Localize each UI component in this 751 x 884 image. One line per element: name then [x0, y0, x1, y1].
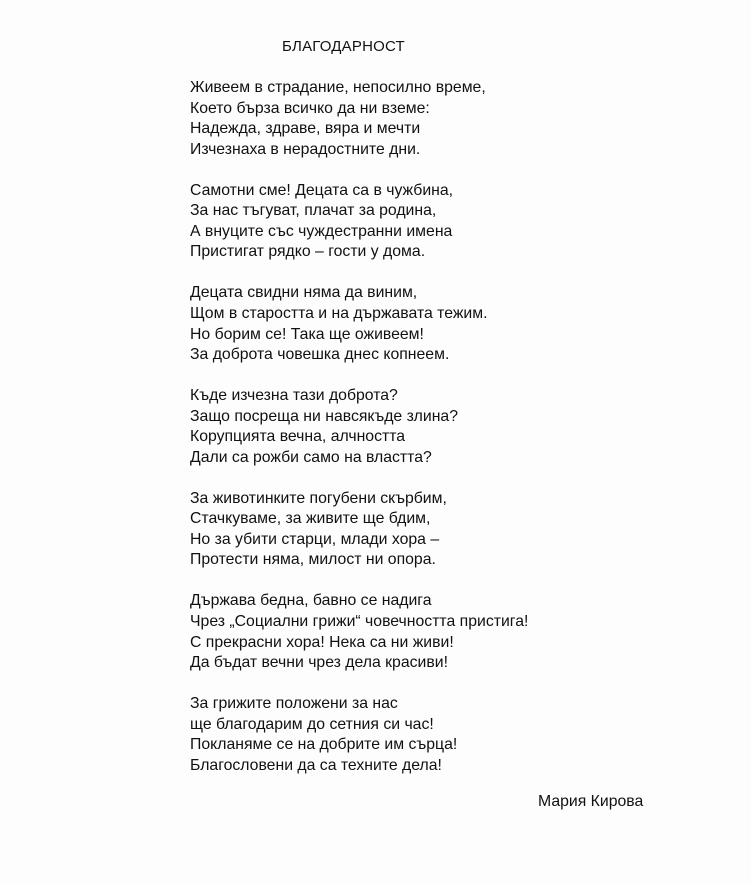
- poem-line: Което бърза всичко да ни вземе:: [190, 99, 430, 117]
- poem-line: Надежда, здраве, вяра и мечти: [190, 120, 421, 138]
- poem-line: Щом в старостта и на държавата тежим.: [190, 304, 488, 322]
- poem-line: Децата свидни няма да виним,: [190, 284, 418, 302]
- poem-line: За грижите положени за нас: [190, 695, 398, 713]
- poem-line: Живеем в страдание, непосилно време,: [190, 79, 486, 96]
- poem-body: [190, 78, 620, 797]
- stanza: [190, 78, 620, 160]
- poem-line: За животинките погубени скърбим,: [190, 489, 447, 507]
- poem-line: Но за убити старци, млади хора –: [190, 530, 440, 548]
- poem-line: С прекрасни хора! Нека са ни живи!: [190, 633, 454, 651]
- stanza: [190, 591, 620, 673]
- poem-line: За доброта човешка днес копнеем.: [190, 346, 450, 364]
- poem-line: Дали са рожби само на властта?: [190, 448, 432, 466]
- poem-title: БЛАГОДАРНОСТ: [282, 38, 405, 55]
- stanza: [190, 386, 620, 468]
- poem-line: Самотни сме! Децата са в чужбина,: [190, 181, 454, 199]
- poem-line: Да бъдат вечни чрез дела красиви!: [190, 654, 448, 672]
- poem-line: Къде изчезна тази доброта?: [190, 387, 398, 405]
- poem-line: Но борим се! Така ще оживеем!: [190, 325, 424, 343]
- stanza: [190, 694, 620, 776]
- poem-line: ще благодарим до сетния си час!: [190, 715, 434, 733]
- poem-line: А внуците със чуждестранни имена: [190, 222, 453, 240]
- poem-line: Пристигат рядко – гости у дома.: [190, 243, 426, 261]
- poem-line: Стачкуваме, за живите ще бдим,: [190, 510, 431, 528]
- poem-line: Благословени да са техните дела!: [190, 756, 442, 774]
- author-name: Мария Кирова: [538, 793, 644, 810]
- poem-line: Протести няма, милост ни опора.: [190, 551, 436, 569]
- stanza: [190, 283, 620, 365]
- poem-line: Чрез „Социални грижи“ човечността пристига!: [190, 612, 529, 630]
- stanza: [190, 489, 620, 571]
- poem-line: Корупцията вечна, алчността: [190, 428, 406, 446]
- poem-line: Защо посреща ни навсякъде злина?: [190, 407, 458, 425]
- poem-line: Държава бедна, бавно се надига: [190, 592, 432, 610]
- stanza: [190, 181, 620, 263]
- poem-line: За нас тъгуват, плачат за родина,: [190, 202, 437, 220]
- poem-line: Изчезнаха в нерадостните дни.: [190, 140, 421, 158]
- poem-line: Покланяме се на добрите им сърца!: [190, 736, 458, 754]
